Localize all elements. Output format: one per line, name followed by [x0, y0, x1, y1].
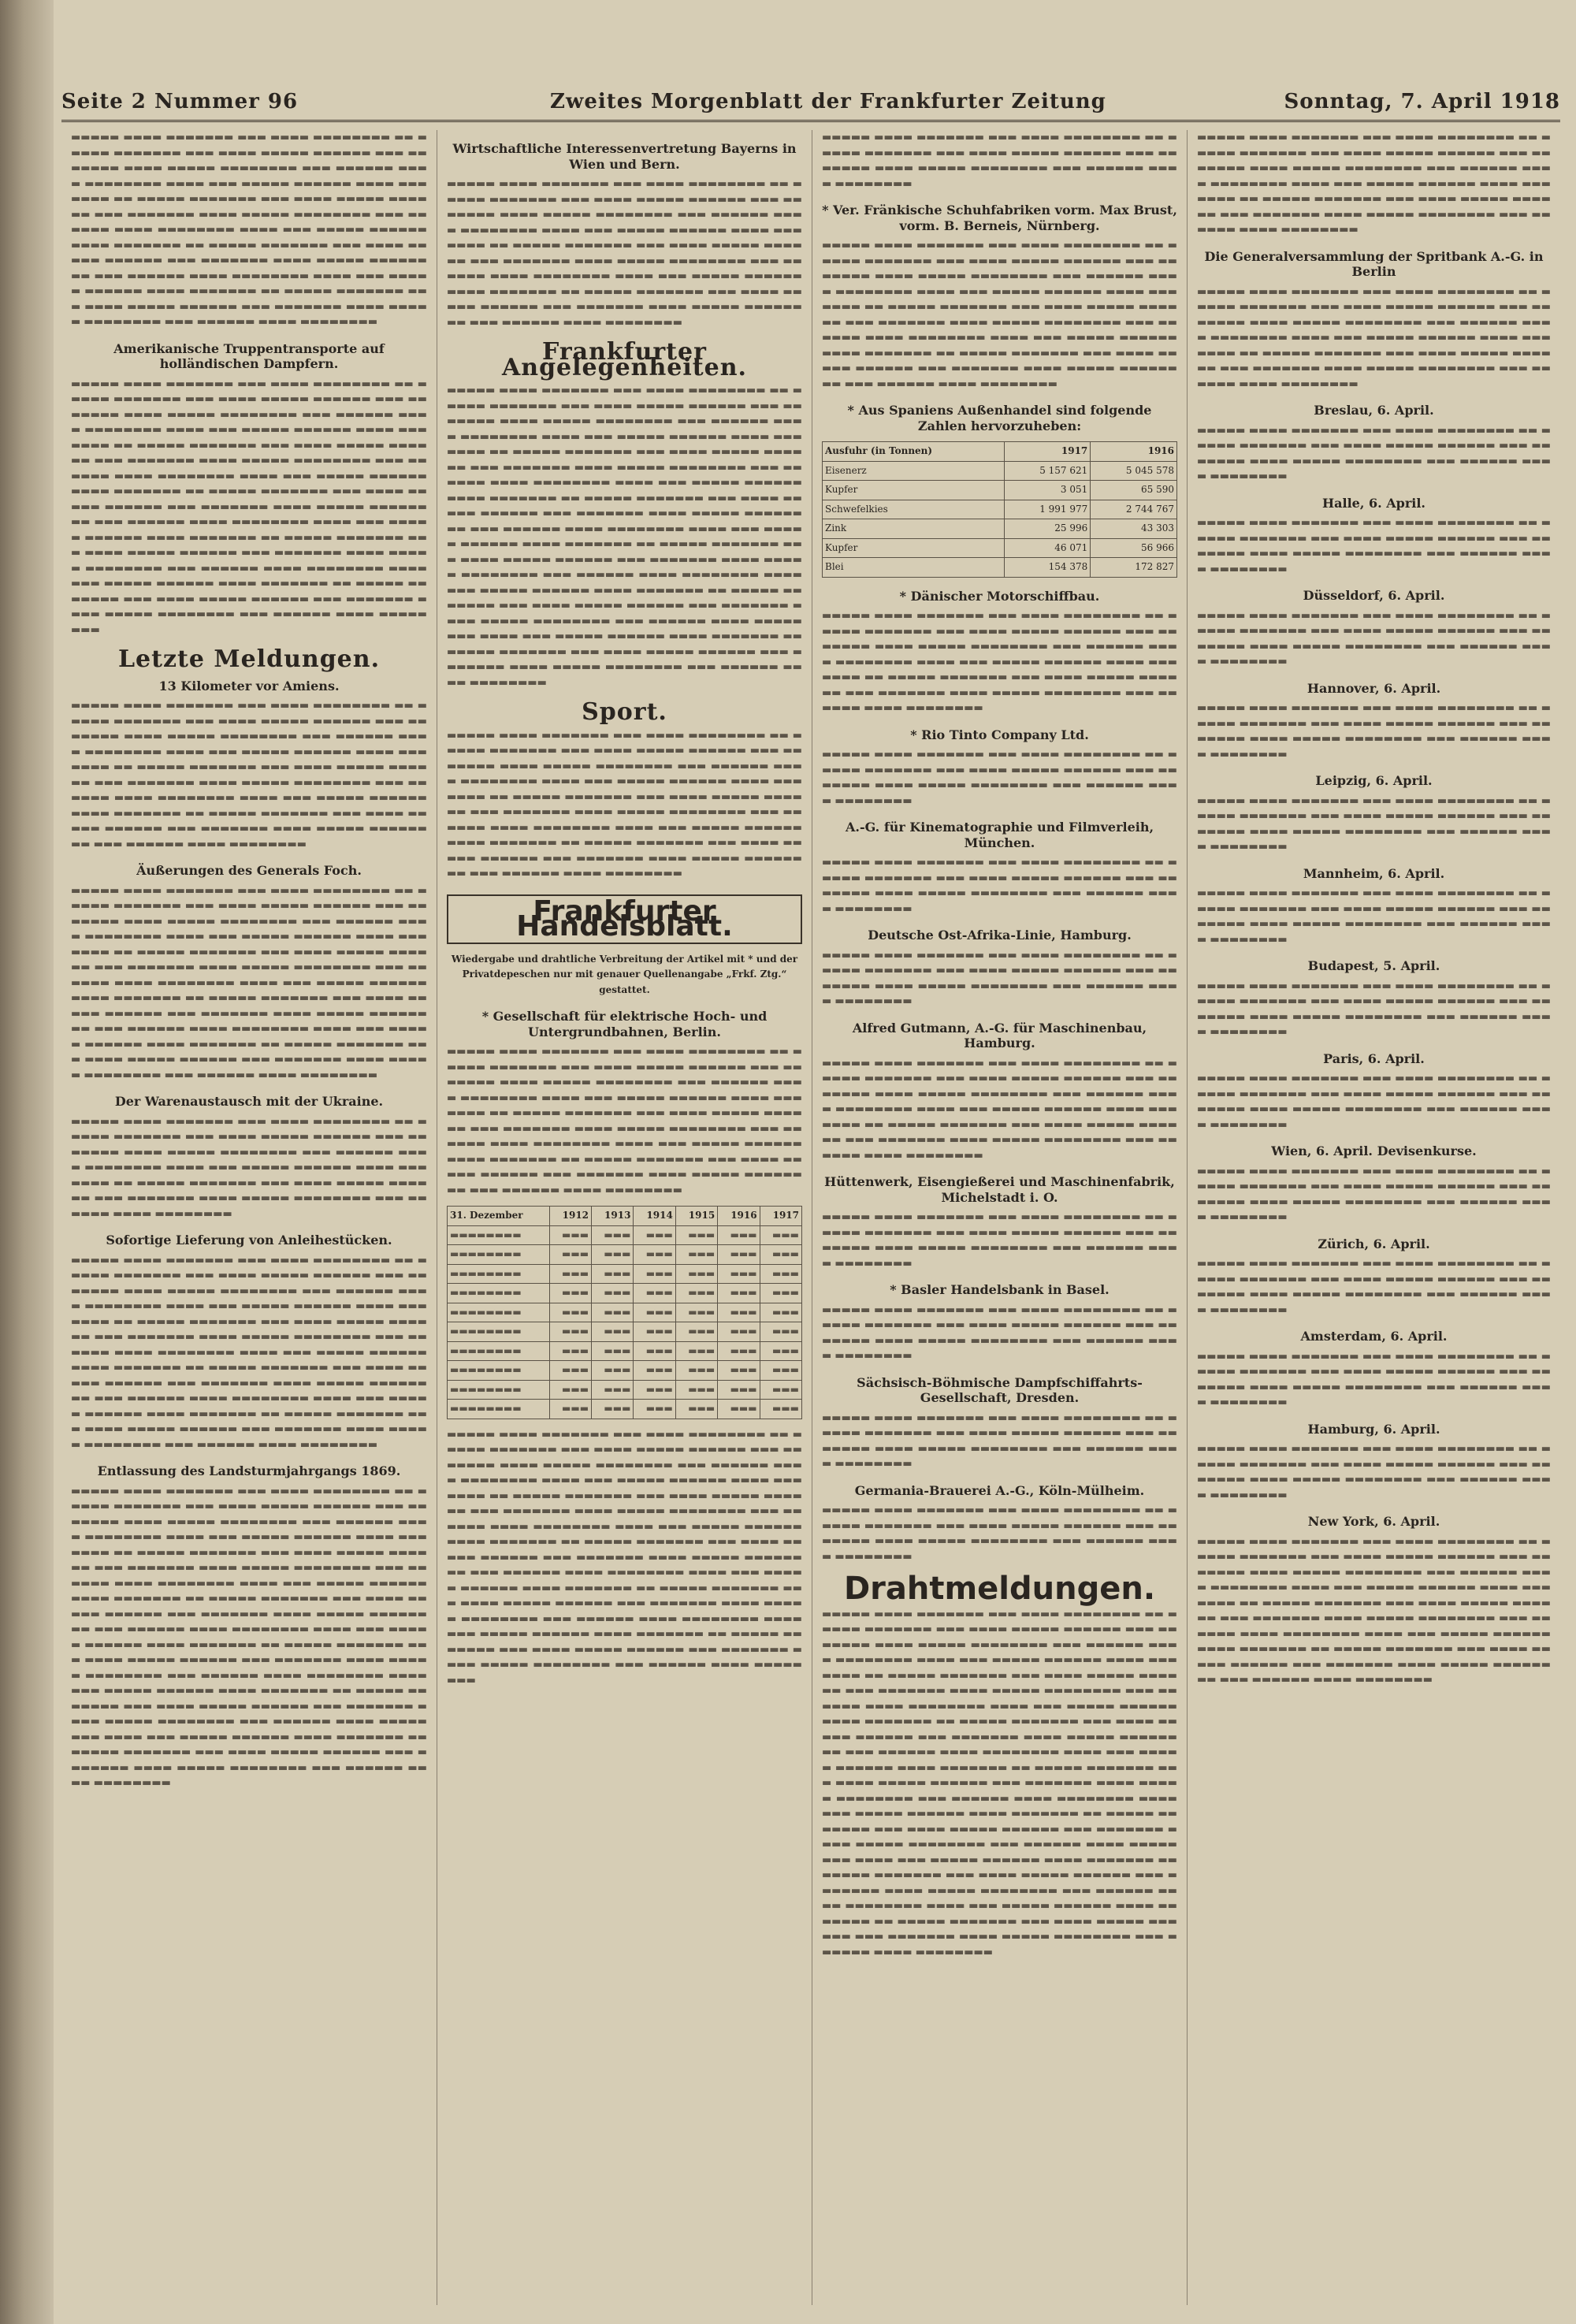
table-header-cell: Ausfuhr (in Tonnen): [823, 442, 1005, 462]
text-block: ▬▬▬▬▬ ▬▬▬▬ ▬▬▬▬▬▬▬ ▬▬▬ ▬▬▬▬ ▬▬▬▬▬▬▬▬ ▬▬ ▬▬▬▬▬ ▬▬▬▬▬▬▬ ▬▬▬ ▬▬▬▬ ▬▬▬▬▬ ▬▬▬▬▬▬ ▬▬▬ ▬▬▬▬▬▬▬ ▬▬▬▬ ▬▬▬▬▬ ▬▬▬▬▬▬▬▬ ▬▬▬ ▬▬▬▬▬▬ ▬▬▬▬ ▬▬▬▬▬▬▬▬: [822, 857, 1177, 915]
text-block: ▬▬▬▬▬ ▬▬▬▬ ▬▬▬▬▬▬▬ ▬▬▬ ▬▬▬▬ ▬▬▬▬▬▬▬▬ ▬▬ ▬▬▬▬▬ ▬▬▬▬▬▬▬ ▬▬▬ ▬▬▬▬ ▬▬▬▬▬ ▬▬▬▬▬▬ ▬▬▬ ▬▬▬▬▬▬▬ ▬▬▬▬ ▬▬▬▬▬ ▬▬▬▬▬▬▬▬ ▬▬▬ ▬▬▬▬▬▬ ▬▬▬▬ ▬▬▬▬▬▬▬▬: [1197, 1258, 1551, 1316]
table-row: ▬▬▬▬▬▬▬▬ ▬▬▬ ▬▬▬ ▬▬▬ ▬▬▬ ▬▬▬ ▬▬▬: [448, 1400, 802, 1419]
text-block: ▬▬▬▬▬ ▬▬▬▬ ▬▬▬▬▬▬▬ ▬▬▬ ▬▬▬▬ ▬▬▬▬▬▬▬▬ ▬▬ ▬▬▬▬▬ ▬▬▬▬▬▬▬ ▬▬▬ ▬▬▬▬ ▬▬▬▬▬ ▬▬▬▬▬▬ ▬▬▬ ▬▬▬▬▬▬▬ ▬▬▬▬ ▬▬▬▬▬ ▬▬▬▬▬▬▬▬ ▬▬▬ ▬▬▬▬▬▬ ▬▬▬▬ ▬▬▬▬▬▬▬▬ ▬▬▬▬ ▬▬▬ ▬▬▬▬▬ ▬▬▬▬▬▬ ▬▬▬▬ ▬▬▬▬▬▬▬ ▬▬ ▬▬▬▬▬ ▬▬▬▬▬▬▬ ▬▬▬ ▬▬▬▬ ▬▬▬▬▬ ▬▬▬▬▬▬ ▬▬▬ ▬▬▬▬▬▬▬ ▬▬▬▬ ▬▬▬▬▬ ▬▬▬▬▬▬▬▬ ▬▬▬ ▬▬▬▬▬▬ ▬▬▬▬ ▬▬▬▬▬▬▬▬ ▬▬▬▬ ▬▬▬ ▬▬▬▬▬ ▬▬▬▬▬▬ ▬▬▬▬ ▬▬▬▬▬▬▬ ▬▬ ▬▬▬▬▬ ▬▬▬▬▬▬▬ ▬▬▬ ▬▬▬▬ ▬▬▬▬▬ ▬▬▬▬▬▬ ▬▬▬ ▬▬▬▬▬▬▬ ▬▬▬▬ ▬▬▬▬▬ ▬▬▬▬▬▬▬▬ ▬▬▬ ▬▬▬▬▬▬ ▬▬▬▬ ▬▬▬▬▬▬▬▬ ▬▬▬▬ ▬▬▬ ▬▬▬▬▬ ▬▬▬▬▬▬ ▬▬▬▬ ▬▬▬▬▬▬▬ ▬▬ ▬▬▬▬▬ ▬▬▬▬▬▬▬ ▬▬▬ ▬▬▬▬ ▬▬▬▬▬ ▬▬▬▬▬▬ ▬▬▬ ▬▬▬▬▬▬▬ ▬▬▬▬ ▬▬▬▬▬ ▬▬▬▬▬▬▬▬ ▬▬▬ ▬▬▬▬▬▬ ▬▬▬▬ ▬▬▬▬▬▬▬▬ ▬▬▬▬ ▬▬▬ ▬▬▬▬▬ ▬▬▬▬▬▬ ▬▬▬▬ ▬▬▬▬▬▬▬ ▬▬ ▬▬▬▬▬ ▬▬▬▬▬▬▬ ▬▬▬ ▬▬▬▬ ▬▬▬▬▬ ▬▬▬▬▬▬ ▬▬▬ ▬▬▬▬▬▬▬ ▬▬▬▬ ▬▬▬▬▬ ▬▬▬▬▬▬▬▬ ▬▬▬ ▬▬▬▬▬▬ ▬▬▬▬ ▬▬▬▬▬▬▬▬ ▬▬▬▬ ▬▬▬ ▬▬▬▬▬ ▬▬▬▬▬▬ ▬▬▬▬ ▬▬▬▬▬▬▬ ▬▬ ▬▬▬▬▬ ▬▬▬▬▬▬▬ ▬▬▬ ▬▬▬▬ ▬▬▬▬▬ ▬▬▬▬▬▬ ▬▬▬ ▬▬▬▬▬▬▬ ▬▬▬▬ ▬▬▬▬▬ ▬▬▬▬▬▬▬▬ ▬▬▬ ▬▬▬▬▬▬ ▬▬▬▬ ▬▬▬▬▬▬▬▬: [71, 1485, 427, 1789]
headline: Halle, 6. April.: [1322, 495, 1425, 511]
table-row: [823, 500, 1177, 519]
table-cell: 5 045 578: [1091, 461, 1177, 481]
table-cell: 1 991 977: [1004, 500, 1091, 519]
headline: Hamburg, 6. April.: [1307, 1421, 1440, 1437]
table-cell: Kupfer: [823, 538, 1005, 558]
text-block: ▬▬▬▬▬ ▬▬▬▬ ▬▬▬▬▬▬▬ ▬▬▬ ▬▬▬▬ ▬▬▬▬▬▬▬▬ ▬▬ ▬▬▬▬▬ ▬▬▬▬▬▬▬ ▬▬▬ ▬▬▬▬ ▬▬▬▬▬ ▬▬▬▬▬▬ ▬▬▬ ▬▬▬▬▬▬▬ ▬▬▬▬ ▬▬▬▬▬ ▬▬▬▬▬▬▬▬ ▬▬▬ ▬▬▬▬▬▬ ▬▬▬▬ ▬▬▬▬▬▬▬▬ ▬▬▬▬ ▬▬▬ ▬▬▬▬▬ ▬▬▬▬▬▬ ▬▬▬▬ ▬▬▬▬▬▬▬ ▬▬ ▬▬▬▬▬ ▬▬▬▬▬▬▬ ▬▬▬ ▬▬▬▬ ▬▬▬▬▬ ▬▬▬▬▬▬ ▬▬▬ ▬▬▬▬▬▬▬ ▬▬▬▬ ▬▬▬▬▬ ▬▬▬▬▬▬▬▬ ▬▬▬ ▬▬▬▬▬▬ ▬▬▬▬ ▬▬▬▬▬▬▬▬ ▬▬▬▬ ▬▬▬ ▬▬▬▬▬ ▬▬▬▬▬▬ ▬▬▬▬ ▬▬▬▬▬▬▬ ▬▬ ▬▬▬▬▬ ▬▬▬▬▬▬▬ ▬▬▬ ▬▬▬▬ ▬▬▬▬▬ ▬▬▬▬▬▬ ▬▬▬ ▬▬▬▬▬▬▬ ▬▬▬▬ ▬▬▬▬▬ ▬▬▬▬▬▬▬▬ ▬▬▬ ▬▬▬▬▬▬ ▬▬▬▬ ▬▬▬▬▬▬▬▬: [447, 729, 802, 879]
table-row: ▬▬▬▬▬▬▬▬ ▬▬▬ ▬▬▬ ▬▬▬ ▬▬▬ ▬▬▬ ▬▬▬: [448, 1225, 802, 1245]
table-header-cell: 1914: [634, 1207, 675, 1226]
table-cell: 172 827: [1091, 558, 1177, 578]
text-block: ▬▬▬▬▬ ▬▬▬▬ ▬▬▬▬▬▬▬ ▬▬▬ ▬▬▬▬ ▬▬▬▬▬▬▬▬ ▬▬ ▬▬▬▬▬ ▬▬▬▬▬▬▬ ▬▬▬ ▬▬▬▬ ▬▬▬▬▬ ▬▬▬▬▬▬ ▬▬▬ ▬▬▬▬▬▬▬ ▬▬▬▬ ▬▬▬▬▬ ▬▬▬▬▬▬▬▬ ▬▬▬ ▬▬▬▬▬▬ ▬▬▬▬ ▬▬▬▬▬▬▬▬: [1197, 794, 1551, 853]
reprint-notice: Wiedergabe und drahtliche Verbreitung der Artikel mit * und der Privatdepeschen nur mit genauer Quellenangabe „Frkf. Ztg.“ gestattet.: [451, 953, 798, 995]
text-block: ▬▬▬▬▬ ▬▬▬▬ ▬▬▬▬▬▬▬ ▬▬▬ ▬▬▬▬ ▬▬▬▬▬▬▬▬ ▬▬ ▬▬▬▬▬ ▬▬▬▬▬▬▬ ▬▬▬ ▬▬▬▬ ▬▬▬▬▬ ▬▬▬▬▬▬ ▬▬▬ ▬▬▬▬▬▬▬ ▬▬▬▬ ▬▬▬▬▬ ▬▬▬▬▬▬▬▬ ▬▬▬ ▬▬▬▬▬▬ ▬▬▬▬ ▬▬▬▬▬▬▬▬ ▬▬▬▬ ▬▬▬ ▬▬▬▬▬ ▬▬▬▬▬▬ ▬▬▬▬ ▬▬▬▬▬▬▬ ▬▬ ▬▬▬▬▬ ▬▬▬▬▬▬▬ ▬▬▬ ▬▬▬▬ ▬▬▬▬▬ ▬▬▬▬▬▬ ▬▬▬ ▬▬▬▬▬▬▬ ▬▬▬▬ ▬▬▬▬▬ ▬▬▬▬▬▬▬▬ ▬▬▬ ▬▬▬▬▬▬ ▬▬▬▬ ▬▬▬▬▬▬▬▬: [1197, 285, 1551, 390]
text-block: ▬▬▬▬▬ ▬▬▬▬ ▬▬▬▬▬▬▬ ▬▬▬ ▬▬▬▬ ▬▬▬▬▬▬▬▬ ▬▬ ▬▬▬▬▬ ▬▬▬▬▬▬▬ ▬▬▬ ▬▬▬▬ ▬▬▬▬▬ ▬▬▬▬▬▬ ▬▬▬ ▬▬▬▬▬▬▬ ▬▬▬▬ ▬▬▬▬▬ ▬▬▬▬▬▬▬▬ ▬▬▬ ▬▬▬▬▬▬ ▬▬▬▬ ▬▬▬▬▬▬▬▬: [1197, 980, 1551, 1038]
headline: Budapest, 5. April.: [1307, 958, 1440, 973]
text-block: ▬▬▬▬▬ ▬▬▬▬ ▬▬▬▬▬▬▬ ▬▬▬ ▬▬▬▬ ▬▬▬▬▬▬▬▬ ▬▬ ▬▬▬▬▬ ▬▬▬▬▬▬▬ ▬▬▬ ▬▬▬▬ ▬▬▬▬▬ ▬▬▬▬▬▬ ▬▬▬ ▬▬▬▬▬▬▬ ▬▬▬▬ ▬▬▬▬▬ ▬▬▬▬▬▬▬▬ ▬▬▬ ▬▬▬▬▬▬ ▬▬▬▬ ▬▬▬▬▬▬▬▬ ▬▬▬▬ ▬▬▬ ▬▬▬▬▬ ▬▬▬▬▬▬ ▬▬▬▬ ▬▬▬▬▬▬▬ ▬▬ ▬▬▬▬▬ ▬▬▬▬▬▬▬ ▬▬▬ ▬▬▬▬ ▬▬▬▬▬ ▬▬▬▬▬▬ ▬▬▬ ▬▬▬▬▬▬▬ ▬▬▬▬ ▬▬▬▬▬ ▬▬▬▬▬▬▬▬ ▬▬▬ ▬▬▬▬▬▬ ▬▬▬▬ ▬▬▬▬▬▬▬▬: [822, 610, 1177, 714]
text-block: ▬▬▬▬▬ ▬▬▬▬ ▬▬▬▬▬▬▬ ▬▬▬ ▬▬▬▬ ▬▬▬▬▬▬▬▬ ▬▬ ▬▬▬▬▬ ▬▬▬▬▬▬▬ ▬▬▬ ▬▬▬▬ ▬▬▬▬▬ ▬▬▬▬▬▬ ▬▬▬ ▬▬▬▬▬▬▬ ▬▬▬▬ ▬▬▬▬▬ ▬▬▬▬▬▬▬▬ ▬▬▬ ▬▬▬▬▬▬ ▬▬▬▬ ▬▬▬▬▬▬▬▬: [1197, 517, 1551, 575]
text-block: ▬▬▬▬▬ ▬▬▬▬ ▬▬▬▬▬▬▬ ▬▬▬ ▬▬▬▬ ▬▬▬▬▬▬▬▬ ▬▬ ▬▬▬▬▬ ▬▬▬▬▬▬▬ ▬▬▬ ▬▬▬▬ ▬▬▬▬▬ ▬▬▬▬▬▬ ▬▬▬ ▬▬▬▬▬▬▬ ▬▬▬▬ ▬▬▬▬▬ ▬▬▬▬▬▬▬▬ ▬▬▬ ▬▬▬▬▬▬ ▬▬▬▬ ▬▬▬▬▬▬▬▬ ▬▬▬▬ ▬▬▬ ▬▬▬▬▬ ▬▬▬▬▬▬ ▬▬▬▬ ▬▬▬▬▬▬▬ ▬▬ ▬▬▬▬▬ ▬▬▬▬▬▬▬ ▬▬▬ ▬▬▬▬ ▬▬▬▬▬ ▬▬▬▬▬▬ ▬▬▬ ▬▬▬▬▬▬▬ ▬▬▬▬ ▬▬▬▬▬ ▬▬▬▬▬▬▬▬ ▬▬▬ ▬▬▬▬▬▬ ▬▬▬▬ ▬▬▬▬▬▬▬▬ ▬▬▬▬ ▬▬▬ ▬▬▬▬▬ ▬▬▬▬▬▬ ▬▬▬▬ ▬▬▬▬▬▬▬ ▬▬ ▬▬▬▬▬ ▬▬▬▬▬▬▬ ▬▬▬ ▬▬▬▬ ▬▬▬▬▬ ▬▬▬▬▬▬ ▬▬▬ ▬▬▬▬▬▬▬ ▬▬▬▬ ▬▬▬▬▬ ▬▬▬▬▬▬▬▬ ▬▬▬ ▬▬▬▬▬▬ ▬▬▬▬ ▬▬▬▬▬▬▬▬ ▬▬▬▬ ▬▬▬ ▬▬▬▬▬ ▬▬▬▬▬▬ ▬▬▬▬ ▬▬▬▬▬▬▬ ▬▬ ▬▬▬▬▬ ▬▬▬▬▬▬▬ ▬▬▬ ▬▬▬▬ ▬▬▬▬▬ ▬▬▬▬▬▬ ▬▬▬ ▬▬▬▬▬▬▬ ▬▬▬▬ ▬▬▬▬▬ ▬▬▬▬▬▬▬▬ ▬▬▬ ▬▬▬▬▬▬ ▬▬▬▬ ▬▬▬▬▬▬▬▬: [71, 132, 427, 328]
table-row: ▬▬▬▬▬▬▬▬ ▬▬▬ ▬▬▬ ▬▬▬ ▬▬▬ ▬▬▬ ▬▬▬: [448, 1361, 802, 1381]
text-block: ▬▬▬▬▬ ▬▬▬▬ ▬▬▬▬▬▬▬ ▬▬▬ ▬▬▬▬ ▬▬▬▬▬▬▬▬ ▬▬ ▬▬▬▬▬ ▬▬▬▬▬▬▬ ▬▬▬ ▬▬▬▬ ▬▬▬▬▬ ▬▬▬▬▬▬ ▬▬▬ ▬▬▬▬▬▬▬ ▬▬▬▬ ▬▬▬▬▬ ▬▬▬▬▬▬▬▬ ▬▬▬ ▬▬▬▬▬▬ ▬▬▬▬ ▬▬▬▬▬▬▬▬: [822, 949, 1177, 1007]
table-cell: 43 303: [1091, 519, 1177, 539]
table-row: [823, 461, 1177, 481]
table-cell: 5 157 621: [1004, 461, 1091, 481]
text-block: ▬▬▬▬▬ ▬▬▬▬ ▬▬▬▬▬▬▬ ▬▬▬ ▬▬▬▬ ▬▬▬▬▬▬▬▬ ▬▬ ▬▬▬▬▬ ▬▬▬▬▬▬▬ ▬▬▬ ▬▬▬▬ ▬▬▬▬▬ ▬▬▬▬▬▬ ▬▬▬ ▬▬▬▬▬▬▬ ▬▬▬▬ ▬▬▬▬▬ ▬▬▬▬▬▬▬▬ ▬▬▬ ▬▬▬▬▬▬ ▬▬▬▬ ▬▬▬▬▬▬▬▬: [822, 1211, 1177, 1270]
table-header-cell: 1916: [1091, 442, 1177, 462]
text-block: ▬▬▬▬▬ ▬▬▬▬ ▬▬▬▬▬▬▬ ▬▬▬ ▬▬▬▬ ▬▬▬▬▬▬▬▬ ▬▬ ▬▬▬▬▬ ▬▬▬▬▬▬▬ ▬▬▬ ▬▬▬▬ ▬▬▬▬▬ ▬▬▬▬▬▬ ▬▬▬ ▬▬▬▬▬▬▬ ▬▬▬▬ ▬▬▬▬▬ ▬▬▬▬▬▬▬▬ ▬▬▬ ▬▬▬▬▬▬ ▬▬▬▬ ▬▬▬▬▬▬▬▬: [822, 1411, 1177, 1470]
table-header-cell: 1912: [549, 1207, 591, 1226]
column-2: [437, 130, 812, 2305]
newspaper-page: [54, 0, 1576, 2324]
headline: Sofortige Lieferung von Anleihestücken.: [106, 1233, 392, 1248]
headline: Äußerungen des Generals Foch.: [136, 863, 362, 878]
text-block: ▬▬▬▬▬ ▬▬▬▬ ▬▬▬▬▬▬▬ ▬▬▬ ▬▬▬▬ ▬▬▬▬▬▬▬▬ ▬▬ ▬▬▬▬▬ ▬▬▬▬▬▬▬ ▬▬▬ ▬▬▬▬ ▬▬▬▬▬ ▬▬▬▬▬▬ ▬▬▬ ▬▬▬▬▬▬▬ ▬▬▬▬ ▬▬▬▬▬ ▬▬▬▬▬▬▬▬ ▬▬▬ ▬▬▬▬▬▬ ▬▬▬▬ ▬▬▬▬▬▬▬▬: [822, 1303, 1177, 1362]
text-block: ▬▬▬▬▬ ▬▬▬▬ ▬▬▬▬▬▬▬ ▬▬▬ ▬▬▬▬ ▬▬▬▬▬▬▬▬ ▬▬ ▬▬▬▬▬ ▬▬▬▬▬▬▬ ▬▬▬ ▬▬▬▬ ▬▬▬▬▬ ▬▬▬▬▬▬ ▬▬▬ ▬▬▬▬▬▬▬ ▬▬▬▬ ▬▬▬▬▬ ▬▬▬▬▬▬▬▬ ▬▬▬ ▬▬▬▬▬▬ ▬▬▬▬ ▬▬▬▬▬▬▬▬ ▬▬▬▬ ▬▬▬ ▬▬▬▬▬ ▬▬▬▬▬▬ ▬▬▬▬ ▬▬▬▬▬▬▬ ▬▬ ▬▬▬▬▬ ▬▬▬▬▬▬▬ ▬▬▬ ▬▬▬▬ ▬▬▬▬▬ ▬▬▬▬▬▬ ▬▬▬ ▬▬▬▬▬▬▬ ▬▬▬▬ ▬▬▬▬▬ ▬▬▬▬▬▬▬▬ ▬▬▬ ▬▬▬▬▬▬ ▬▬▬▬ ▬▬▬▬▬▬▬▬ ▬▬▬▬ ▬▬▬ ▬▬▬▬▬ ▬▬▬▬▬▬ ▬▬▬▬ ▬▬▬▬▬▬▬ ▬▬ ▬▬▬▬▬ ▬▬▬▬▬▬▬ ▬▬▬ ▬▬▬▬ ▬▬▬▬▬ ▬▬▬▬▬▬ ▬▬▬ ▬▬▬▬▬▬▬ ▬▬▬▬ ▬▬▬▬▬ ▬▬▬▬▬▬▬▬ ▬▬▬ ▬▬▬▬▬▬ ▬▬▬▬ ▬▬▬▬▬▬▬▬: [822, 240, 1177, 390]
table-row: ▬▬▬▬▬▬▬▬ ▬▬▬ ▬▬▬ ▬▬▬ ▬▬▬ ▬▬▬ ▬▬▬: [448, 1303, 802, 1322]
headline: Wien, 6. April. Devisenkurse.: [1271, 1143, 1477, 1158]
headline: * Ver. Fränkische Schuhfabriken vorm. Max Brust, vorm. B. Berneis, Nürnberg.: [822, 203, 1177, 233]
headline: Die Generalversammlung der Spritbank A.-G. in Berlin: [1204, 248, 1544, 279]
headline: * Gesellschaft für elektrische Hoch- und Untergrundbahnen, Berlin.: [481, 1009, 768, 1039]
headline: Deutsche Ost-Afrika-Linie, Hamburg.: [868, 928, 1132, 943]
text-block: ▬▬▬▬▬ ▬▬▬▬ ▬▬▬▬▬▬▬ ▬▬▬ ▬▬▬▬ ▬▬▬▬▬▬▬▬ ▬▬ ▬▬▬▬▬ ▬▬▬▬▬▬▬ ▬▬▬ ▬▬▬▬ ▬▬▬▬▬ ▬▬▬▬▬▬ ▬▬▬ ▬▬▬▬▬▬▬ ▬▬▬▬ ▬▬▬▬▬ ▬▬▬▬▬▬▬▬ ▬▬▬ ▬▬▬▬▬▬ ▬▬▬▬ ▬▬▬▬▬▬▬▬: [1197, 702, 1551, 760]
column-4: [1187, 130, 1560, 2305]
export-table: [822, 441, 1177, 578]
section-heading: Frankfurter Angelegenheiten.: [501, 338, 747, 381]
section-heading: Letzte Meldungen.: [117, 645, 381, 673]
newspaper-title: Zweites Morgenblatt der Frankfurter Zeitung: [550, 90, 1106, 113]
table-header-cell: 1913: [592, 1207, 634, 1226]
table-cell: 46 071: [1004, 538, 1091, 558]
table-row: [823, 481, 1177, 500]
text-block: ▬▬▬▬▬ ▬▬▬▬ ▬▬▬▬▬▬▬ ▬▬▬ ▬▬▬▬ ▬▬▬▬▬▬▬▬ ▬▬ ▬▬▬▬▬ ▬▬▬▬▬▬▬ ▬▬▬ ▬▬▬▬ ▬▬▬▬▬ ▬▬▬▬▬▬ ▬▬▬ ▬▬▬▬▬▬▬ ▬▬▬▬ ▬▬▬▬▬ ▬▬▬▬▬▬▬▬ ▬▬▬ ▬▬▬▬▬▬ ▬▬▬▬ ▬▬▬▬▬▬▬▬ ▬▬▬▬ ▬▬▬ ▬▬▬▬▬ ▬▬▬▬▬▬ ▬▬▬▬ ▬▬▬▬▬▬▬ ▬▬ ▬▬▬▬▬ ▬▬▬▬▬▬▬ ▬▬▬ ▬▬▬▬ ▬▬▬▬▬ ▬▬▬▬▬▬ ▬▬▬ ▬▬▬▬▬▬▬ ▬▬▬▬ ▬▬▬▬▬ ▬▬▬▬▬▬▬▬ ▬▬▬ ▬▬▬▬▬▬ ▬▬▬▬ ▬▬▬▬▬▬▬▬: [822, 1057, 1177, 1162]
text-block: ▬▬▬▬▬ ▬▬▬▬ ▬▬▬▬▬▬▬ ▬▬▬ ▬▬▬▬ ▬▬▬▬▬▬▬▬ ▬▬ ▬▬▬▬▬ ▬▬▬▬▬▬▬ ▬▬▬ ▬▬▬▬ ▬▬▬▬▬ ▬▬▬▬▬▬ ▬▬▬ ▬▬▬▬▬▬▬ ▬▬▬▬ ▬▬▬▬▬ ▬▬▬▬▬▬▬▬ ▬▬▬ ▬▬▬▬▬▬ ▬▬▬▬ ▬▬▬▬▬▬▬▬ ▬▬▬▬ ▬▬▬ ▬▬▬▬▬ ▬▬▬▬▬▬ ▬▬▬▬ ▬▬▬▬▬▬▬ ▬▬ ▬▬▬▬▬ ▬▬▬▬▬▬▬ ▬▬▬ ▬▬▬▬ ▬▬▬▬▬ ▬▬▬▬▬▬ ▬▬▬ ▬▬▬▬▬▬▬ ▬▬▬▬ ▬▬▬▬▬ ▬▬▬▬▬▬▬▬ ▬▬▬ ▬▬▬▬▬▬ ▬▬▬▬ ▬▬▬▬▬▬▬▬ ▬▬▬▬ ▬▬▬ ▬▬▬▬▬ ▬▬▬▬▬▬ ▬▬▬▬ ▬▬▬▬▬▬▬ ▬▬ ▬▬▬▬▬ ▬▬▬▬▬▬▬ ▬▬▬ ▬▬▬▬ ▬▬▬▬▬ ▬▬▬▬▬▬ ▬▬▬ ▬▬▬▬▬▬▬ ▬▬▬▬ ▬▬▬▬▬ ▬▬▬▬▬▬▬▬ ▬▬▬ ▬▬▬▬▬▬ ▬▬▬▬ ▬▬▬▬▬▬▬▬: [447, 178, 802, 329]
table-header-cell: 31. Dezember: [448, 1207, 550, 1226]
section-banner: Frankfurter Handelsblatt.: [447, 894, 802, 944]
issue-date: Sonntag, 7. April 1918: [1284, 90, 1560, 113]
table-row: ▬▬▬▬▬▬▬▬ ▬▬▬ ▬▬▬ ▬▬▬ ▬▬▬ ▬▬▬ ▬▬▬: [448, 1380, 802, 1400]
text-block: ▬▬▬▬▬ ▬▬▬▬ ▬▬▬▬▬▬▬ ▬▬▬ ▬▬▬▬ ▬▬▬▬▬▬▬▬ ▬▬ ▬▬▬▬▬ ▬▬▬▬▬▬▬ ▬▬▬ ▬▬▬▬ ▬▬▬▬▬ ▬▬▬▬▬▬ ▬▬▬ ▬▬▬▬▬▬▬ ▬▬▬▬ ▬▬▬▬▬ ▬▬▬▬▬▬▬▬ ▬▬▬ ▬▬▬▬▬▬ ▬▬▬▬ ▬▬▬▬▬▬▬▬ ▬▬▬▬ ▬▬▬ ▬▬▬▬▬ ▬▬▬▬▬▬ ▬▬▬▬ ▬▬▬▬▬▬▬ ▬▬ ▬▬▬▬▬ ▬▬▬▬▬▬▬ ▬▬▬ ▬▬▬▬ ▬▬▬▬▬ ▬▬▬▬▬▬ ▬▬▬ ▬▬▬▬▬▬▬ ▬▬▬▬ ▬▬▬▬▬ ▬▬▬▬▬▬▬▬ ▬▬▬ ▬▬▬▬▬▬ ▬▬▬▬ ▬▬▬▬▬▬▬▬ ▬▬▬▬ ▬▬▬ ▬▬▬▬▬ ▬▬▬▬▬▬ ▬▬▬▬ ▬▬▬▬▬▬▬ ▬▬ ▬▬▬▬▬ ▬▬▬▬▬▬▬ ▬▬▬ ▬▬▬▬ ▬▬▬▬▬ ▬▬▬▬▬▬ ▬▬▬ ▬▬▬▬▬▬▬ ▬▬▬▬ ▬▬▬▬▬ ▬▬▬▬▬▬▬▬ ▬▬▬ ▬▬▬▬▬▬ ▬▬▬▬ ▬▬▬▬▬▬▬▬ ▬▬▬▬ ▬▬▬ ▬▬▬▬▬ ▬▬▬▬▬▬ ▬▬▬▬ ▬▬▬▬▬▬▬ ▬▬ ▬▬▬▬▬ ▬▬▬▬▬▬▬ ▬▬▬ ▬▬▬▬ ▬▬▬▬▬ ▬▬▬▬▬▬ ▬▬▬ ▬▬▬▬▬▬▬ ▬▬▬▬ ▬▬▬▬▬ ▬▬▬▬▬▬▬▬ ▬▬▬ ▬▬▬▬▬▬ ▬▬▬▬ ▬▬▬▬▬▬▬▬ ▬▬▬▬ ▬▬▬ ▬▬▬▬▬ ▬▬▬▬▬▬ ▬▬▬▬ ▬▬▬▬▬▬▬ ▬▬ ▬▬▬▬▬ ▬▬▬▬▬▬▬ ▬▬▬ ▬▬▬▬ ▬▬▬▬▬ ▬▬▬▬▬▬ ▬▬▬ ▬▬▬▬▬▬▬ ▬▬▬▬ ▬▬▬▬▬ ▬▬▬▬▬▬▬▬ ▬▬▬ ▬▬▬▬▬▬ ▬▬▬▬ ▬▬▬▬▬▬▬▬ ▬▬▬▬ ▬▬▬ ▬▬▬▬▬ ▬▬▬▬▬▬ ▬▬▬▬ ▬▬▬▬▬▬▬ ▬▬ ▬▬▬▬▬ ▬▬▬▬▬▬▬ ▬▬▬ ▬▬▬▬ ▬▬▬▬▬ ▬▬▬▬▬▬ ▬▬▬ ▬▬▬▬▬▬▬ ▬▬▬▬ ▬▬▬▬▬ ▬▬▬▬▬▬▬▬ ▬▬▬ ▬▬▬▬▬▬ ▬▬▬▬ ▬▬▬▬▬▬▬▬ ▬▬▬▬ ▬▬▬ ▬▬▬▬▬ ▬▬▬▬▬▬ ▬▬▬▬ ▬▬▬▬▬▬▬ ▬▬ ▬▬▬▬▬ ▬▬▬▬▬▬▬ ▬▬▬ ▬▬▬▬ ▬▬▬▬▬ ▬▬▬▬▬▬ ▬▬▬ ▬▬▬▬▬▬▬ ▬▬▬▬ ▬▬▬▬▬ ▬▬▬▬▬▬▬▬ ▬▬▬ ▬▬▬▬▬▬ ▬▬▬▬ ▬▬▬▬▬▬▬▬: [822, 1608, 1177, 1958]
headline: Mannheim, 6. April.: [1303, 865, 1445, 881]
text-block: ▬▬▬▬▬ ▬▬▬▬ ▬▬▬▬▬▬▬ ▬▬▬ ▬▬▬▬ ▬▬▬▬▬▬▬▬ ▬▬ ▬▬▬▬▬ ▬▬▬▬▬▬▬ ▬▬▬ ▬▬▬▬ ▬▬▬▬▬ ▬▬▬▬▬▬ ▬▬▬ ▬▬▬▬▬▬▬ ▬▬▬▬ ▬▬▬▬▬ ▬▬▬▬▬▬▬▬ ▬▬▬ ▬▬▬▬▬▬ ▬▬▬▬ ▬▬▬▬▬▬▬▬ ▬▬▬▬ ▬▬▬ ▬▬▬▬▬ ▬▬▬▬▬▬ ▬▬▬▬ ▬▬▬▬▬▬▬ ▬▬ ▬▬▬▬▬ ▬▬▬▬▬▬▬ ▬▬▬ ▬▬▬▬ ▬▬▬▬▬ ▬▬▬▬▬▬ ▬▬▬ ▬▬▬▬▬▬▬ ▬▬▬▬ ▬▬▬▬▬ ▬▬▬▬▬▬▬▬ ▬▬▬ ▬▬▬▬▬▬ ▬▬▬▬ ▬▬▬▬▬▬▬▬ ▬▬▬▬ ▬▬▬ ▬▬▬▬▬ ▬▬▬▬▬▬ ▬▬▬▬ ▬▬▬▬▬▬▬ ▬▬ ▬▬▬▬▬ ▬▬▬▬▬▬▬ ▬▬▬ ▬▬▬▬ ▬▬▬▬▬ ▬▬▬▬▬▬ ▬▬▬ ▬▬▬▬▬▬▬ ▬▬▬▬ ▬▬▬▬▬ ▬▬▬▬▬▬▬▬ ▬▬▬ ▬▬▬▬▬▬ ▬▬▬▬ ▬▬▬▬▬▬▬▬ ▬▬▬▬ ▬▬▬ ▬▬▬▬▬ ▬▬▬▬▬▬ ▬▬▬▬ ▬▬▬▬▬▬▬ ▬▬ ▬▬▬▬▬ ▬▬▬▬▬▬▬ ▬▬▬ ▬▬▬▬ ▬▬▬▬▬ ▬▬▬▬▬▬ ▬▬▬ ▬▬▬▬▬▬▬ ▬▬▬▬ ▬▬▬▬▬ ▬▬▬▬▬▬▬▬ ▬▬▬ ▬▬▬▬▬▬ ▬▬▬▬ ▬▬▬▬▬▬▬▬ ▬▬▬▬ ▬▬▬ ▬▬▬▬▬ ▬▬▬▬▬▬ ▬▬▬▬ ▬▬▬▬▬▬▬ ▬▬ ▬▬▬▬▬ ▬▬▬▬▬▬▬ ▬▬▬ ▬▬▬▬ ▬▬▬▬▬ ▬▬▬▬▬▬ ▬▬▬ ▬▬▬▬▬▬▬ ▬▬▬▬ ▬▬▬▬▬ ▬▬▬▬▬▬▬▬ ▬▬▬ ▬▬▬▬▬▬ ▬▬▬▬ ▬▬▬▬▬▬▬▬: [447, 1428, 802, 1686]
table-cell: 154 378: [1004, 558, 1091, 578]
text-block: ▬▬▬▬▬ ▬▬▬▬ ▬▬▬▬▬▬▬ ▬▬▬ ▬▬▬▬ ▬▬▬▬▬▬▬▬ ▬▬ ▬▬▬▬▬ ▬▬▬▬▬▬▬ ▬▬▬ ▬▬▬▬ ▬▬▬▬▬ ▬▬▬▬▬▬ ▬▬▬ ▬▬▬▬▬▬▬ ▬▬▬▬ ▬▬▬▬▬ ▬▬▬▬▬▬▬▬ ▬▬▬ ▬▬▬▬▬▬ ▬▬▬▬ ▬▬▬▬▬▬▬▬ ▬▬▬▬ ▬▬▬ ▬▬▬▬▬ ▬▬▬▬▬▬ ▬▬▬▬ ▬▬▬▬▬▬▬ ▬▬ ▬▬▬▬▬ ▬▬▬▬▬▬▬ ▬▬▬ ▬▬▬▬ ▬▬▬▬▬ ▬▬▬▬▬▬ ▬▬▬ ▬▬▬▬▬▬▬ ▬▬▬▬ ▬▬▬▬▬ ▬▬▬▬▬▬▬▬ ▬▬▬ ▬▬▬▬▬▬ ▬▬▬▬ ▬▬▬▬▬▬▬▬ ▬▬▬▬ ▬▬▬ ▬▬▬▬▬ ▬▬▬▬▬▬ ▬▬▬▬ ▬▬▬▬▬▬▬ ▬▬ ▬▬▬▬▬ ▬▬▬▬▬▬▬ ▬▬▬ ▬▬▬▬ ▬▬▬▬▬ ▬▬▬▬▬▬ ▬▬▬ ▬▬▬▬▬▬▬ ▬▬▬▬ ▬▬▬▬▬ ▬▬▬▬▬▬▬▬ ▬▬▬ ▬▬▬▬▬▬ ▬▬▬▬ ▬▬▬▬▬▬▬▬: [1197, 1535, 1551, 1686]
text-block: ▬▬▬▬▬ ▬▬▬▬ ▬▬▬▬▬▬▬ ▬▬▬ ▬▬▬▬ ▬▬▬▬▬▬▬▬ ▬▬ ▬▬▬▬▬ ▬▬▬▬▬▬▬ ▬▬▬ ▬▬▬▬ ▬▬▬▬▬ ▬▬▬▬▬▬ ▬▬▬ ▬▬▬▬▬▬▬ ▬▬▬▬ ▬▬▬▬▬ ▬▬▬▬▬▬▬▬ ▬▬▬ ▬▬▬▬▬▬ ▬▬▬▬ ▬▬▬▬▬▬▬▬ ▬▬▬▬ ▬▬▬ ▬▬▬▬▬ ▬▬▬▬▬▬ ▬▬▬▬ ▬▬▬▬▬▬▬ ▬▬ ▬▬▬▬▬ ▬▬▬▬▬▬▬ ▬▬▬ ▬▬▬▬ ▬▬▬▬▬ ▬▬▬▬▬▬ ▬▬▬ ▬▬▬▬▬▬▬ ▬▬▬▬ ▬▬▬▬▬ ▬▬▬▬▬▬▬▬ ▬▬▬ ▬▬▬▬▬▬ ▬▬▬▬ ▬▬▬▬▬▬▬▬ ▬▬▬▬ ▬▬▬ ▬▬▬▬▬ ▬▬▬▬▬▬ ▬▬▬▬ ▬▬▬▬▬▬▬ ▬▬ ▬▬▬▬▬ ▬▬▬▬▬▬▬ ▬▬▬ ▬▬▬▬ ▬▬▬▬▬ ▬▬▬▬▬▬ ▬▬▬ ▬▬▬▬▬▬▬ ▬▬▬▬ ▬▬▬▬▬ ▬▬▬▬▬▬▬▬ ▬▬▬ ▬▬▬▬▬▬ ▬▬▬▬ ▬▬▬▬▬▬▬▬ ▬▬▬▬ ▬▬▬ ▬▬▬▬▬ ▬▬▬▬▬▬ ▬▬▬▬ ▬▬▬▬▬▬▬ ▬▬ ▬▬▬▬▬ ▬▬▬▬▬▬▬ ▬▬▬ ▬▬▬▬ ▬▬▬▬▬ ▬▬▬▬▬▬ ▬▬▬ ▬▬▬▬▬▬▬ ▬▬▬▬ ▬▬▬▬▬ ▬▬▬▬▬▬▬▬ ▬▬▬ ▬▬▬▬▬▬ ▬▬▬▬ ▬▬▬▬▬▬▬▬ ▬▬▬▬ ▬▬▬ ▬▬▬▬▬ ▬▬▬▬▬▬ ▬▬▬▬ ▬▬▬▬▬▬▬ ▬▬ ▬▬▬▬▬ ▬▬▬▬▬▬▬ ▬▬▬ ▬▬▬▬ ▬▬▬▬▬ ▬▬▬▬▬▬ ▬▬▬ ▬▬▬▬▬▬▬ ▬▬▬▬ ▬▬▬▬▬ ▬▬▬▬▬▬▬▬ ▬▬▬ ▬▬▬▬▬▬ ▬▬▬▬ ▬▬▬▬▬▬▬▬ ▬▬▬▬ ▬▬▬ ▬▬▬▬▬ ▬▬▬▬▬▬ ▬▬▬▬ ▬▬▬▬▬▬▬ ▬▬ ▬▬▬▬▬ ▬▬▬▬▬▬▬ ▬▬▬ ▬▬▬▬ ▬▬▬▬▬ ▬▬▬▬▬▬ ▬▬▬ ▬▬▬▬▬▬▬ ▬▬▬▬ ▬▬▬▬▬ ▬▬▬▬▬▬▬▬ ▬▬▬ ▬▬▬▬▬▬ ▬▬▬▬ ▬▬▬▬▬▬▬▬: [447, 385, 802, 689]
text-block: ▬▬▬▬▬ ▬▬▬▬ ▬▬▬▬▬▬▬ ▬▬▬ ▬▬▬▬ ▬▬▬▬▬▬▬▬ ▬▬ ▬▬▬▬▬ ▬▬▬▬▬▬▬ ▬▬▬ ▬▬▬▬ ▬▬▬▬▬ ▬▬▬▬▬▬ ▬▬▬ ▬▬▬▬▬▬▬ ▬▬▬▬ ▬▬▬▬▬ ▬▬▬▬▬▬▬▬ ▬▬▬ ▬▬▬▬▬▬ ▬▬▬▬ ▬▬▬▬▬▬▬▬: [1197, 1350, 1551, 1408]
table-cell: Kupfer: [823, 481, 1005, 500]
text-block: ▬▬▬▬▬ ▬▬▬▬ ▬▬▬▬▬▬▬ ▬▬▬ ▬▬▬▬ ▬▬▬▬▬▬▬▬ ▬▬ ▬▬▬▬▬ ▬▬▬▬▬▬▬ ▬▬▬ ▬▬▬▬ ▬▬▬▬▬ ▬▬▬▬▬▬ ▬▬▬ ▬▬▬▬▬▬▬ ▬▬▬▬ ▬▬▬▬▬ ▬▬▬▬▬▬▬▬ ▬▬▬ ▬▬▬▬▬▬ ▬▬▬▬ ▬▬▬▬▬▬▬▬ ▬▬▬▬ ▬▬▬ ▬▬▬▬▬ ▬▬▬▬▬▬ ▬▬▬▬ ▬▬▬▬▬▬▬ ▬▬ ▬▬▬▬▬ ▬▬▬▬▬▬▬ ▬▬▬ ▬▬▬▬ ▬▬▬▬▬ ▬▬▬▬▬▬ ▬▬▬ ▬▬▬▬▬▬▬ ▬▬▬▬ ▬▬▬▬▬ ▬▬▬▬▬▬▬▬ ▬▬▬ ▬▬▬▬▬▬ ▬▬▬▬ ▬▬▬▬▬▬▬▬ ▬▬▬▬ ▬▬▬ ▬▬▬▬▬ ▬▬▬▬▬▬ ▬▬▬▬ ▬▬▬▬▬▬▬ ▬▬ ▬▬▬▬▬ ▬▬▬▬▬▬▬ ▬▬▬ ▬▬▬▬ ▬▬▬▬▬ ▬▬▬▬▬▬ ▬▬▬ ▬▬▬▬▬▬▬ ▬▬▬▬ ▬▬▬▬▬ ▬▬▬▬▬▬▬▬ ▬▬▬ ▬▬▬▬▬▬ ▬▬▬▬ ▬▬▬▬▬▬▬▬ ▬▬▬▬ ▬▬▬ ▬▬▬▬▬ ▬▬▬▬▬▬ ▬▬▬▬ ▬▬▬▬▬▬▬ ▬▬ ▬▬▬▬▬ ▬▬▬▬▬▬▬ ▬▬▬ ▬▬▬▬ ▬▬▬▬▬ ▬▬▬▬▬▬ ▬▬▬ ▬▬▬▬▬▬▬ ▬▬▬▬ ▬▬▬▬▬ ▬▬▬▬▬▬▬▬ ▬▬▬ ▬▬▬▬▬▬ ▬▬▬▬ ▬▬▬▬▬▬▬▬ ▬▬▬▬ ▬▬▬ ▬▬▬▬▬ ▬▬▬▬▬▬ ▬▬▬▬ ▬▬▬▬▬▬▬ ▬▬ ▬▬▬▬▬ ▬▬▬▬▬▬▬ ▬▬▬ ▬▬▬▬ ▬▬▬▬▬ ▬▬▬▬▬▬ ▬▬▬ ▬▬▬▬▬▬▬ ▬▬▬▬ ▬▬▬▬▬ ▬▬▬▬▬▬▬▬ ▬▬▬ ▬▬▬▬▬▬ ▬▬▬▬ ▬▬▬▬▬▬▬▬: [71, 377, 427, 636]
article-columns: [61, 130, 1560, 2305]
text-block: ▬▬▬▬▬ ▬▬▬▬ ▬▬▬▬▬▬▬ ▬▬▬ ▬▬▬▬ ▬▬▬▬▬▬▬▬ ▬▬ ▬▬▬▬▬ ▬▬▬▬▬▬▬ ▬▬▬ ▬▬▬▬ ▬▬▬▬▬ ▬▬▬▬▬▬ ▬▬▬ ▬▬▬▬▬▬▬ ▬▬▬▬ ▬▬▬▬▬ ▬▬▬▬▬▬▬▬ ▬▬▬ ▬▬▬▬▬▬ ▬▬▬▬ ▬▬▬▬▬▬▬▬: [822, 749, 1177, 807]
headline: Amsterdam, 6. April.: [1300, 1329, 1448, 1344]
column-3: [812, 130, 1187, 2305]
headline: Zürich, 6. April.: [1318, 1236, 1430, 1251]
text-block: ▬▬▬▬▬ ▬▬▬▬ ▬▬▬▬▬▬▬ ▬▬▬ ▬▬▬▬ ▬▬▬▬▬▬▬▬ ▬▬ ▬▬▬▬▬ ▬▬▬▬▬▬▬ ▬▬▬ ▬▬▬▬ ▬▬▬▬▬ ▬▬▬▬▬▬ ▬▬▬ ▬▬▬▬▬▬▬ ▬▬▬▬ ▬▬▬▬▬ ▬▬▬▬▬▬▬▬ ▬▬▬ ▬▬▬▬▬▬ ▬▬▬▬ ▬▬▬▬▬▬▬▬: [1197, 1443, 1551, 1501]
table-cell: Eisenerz: [823, 461, 1005, 481]
section-heading: Drahtmeldungen.: [843, 1571, 1156, 1607]
text-block: ▬▬▬▬▬ ▬▬▬▬ ▬▬▬▬▬▬▬ ▬▬▬ ▬▬▬▬ ▬▬▬▬▬▬▬▬ ▬▬ ▬▬▬▬▬ ▬▬▬▬▬▬▬ ▬▬▬ ▬▬▬▬ ▬▬▬▬▬ ▬▬▬▬▬▬ ▬▬▬ ▬▬▬▬▬▬▬ ▬▬▬▬ ▬▬▬▬▬ ▬▬▬▬▬▬▬▬ ▬▬▬ ▬▬▬▬▬▬ ▬▬▬▬ ▬▬▬▬▬▬▬▬: [1197, 424, 1551, 482]
table-header-cell: 1916: [718, 1207, 760, 1226]
headline: * Rio Tinto Company Ltd.: [910, 727, 1089, 742]
table-cell: 25 996: [1004, 519, 1091, 539]
table-cell: 3 051: [1004, 481, 1091, 500]
text-block: ▬▬▬▬▬ ▬▬▬▬ ▬▬▬▬▬▬▬ ▬▬▬ ▬▬▬▬ ▬▬▬▬▬▬▬▬ ▬▬ ▬▬▬▬▬ ▬▬▬▬▬▬▬ ▬▬▬ ▬▬▬▬ ▬▬▬▬▬ ▬▬▬▬▬▬ ▬▬▬ ▬▬▬▬▬▬▬ ▬▬▬▬ ▬▬▬▬▬ ▬▬▬▬▬▬▬▬ ▬▬▬ ▬▬▬▬▬▬ ▬▬▬▬ ▬▬▬▬▬▬▬▬ ▬▬▬▬ ▬▬▬ ▬▬▬▬▬ ▬▬▬▬▬▬ ▬▬▬▬ ▬▬▬▬▬▬▬ ▬▬ ▬▬▬▬▬ ▬▬▬▬▬▬▬ ▬▬▬ ▬▬▬▬ ▬▬▬▬▬ ▬▬▬▬▬▬ ▬▬▬ ▬▬▬▬▬▬▬ ▬▬▬▬ ▬▬▬▬▬ ▬▬▬▬▬▬▬▬ ▬▬▬ ▬▬▬▬▬▬ ▬▬▬▬ ▬▬▬▬▬▬▬▬: [1197, 132, 1551, 236]
table-cell: 2 744 767: [1091, 500, 1177, 519]
financial-table: [447, 1206, 802, 1419]
table-row: [823, 558, 1177, 578]
text-block: ▬▬▬▬▬ ▬▬▬▬ ▬▬▬▬▬▬▬ ▬▬▬ ▬▬▬▬ ▬▬▬▬▬▬▬▬ ▬▬ ▬▬▬▬▬ ▬▬▬▬▬▬▬ ▬▬▬ ▬▬▬▬ ▬▬▬▬▬ ▬▬▬▬▬▬ ▬▬▬ ▬▬▬▬▬▬▬ ▬▬▬▬ ▬▬▬▬▬ ▬▬▬▬▬▬▬▬ ▬▬▬ ▬▬▬▬▬▬ ▬▬▬▬ ▬▬▬▬▬▬▬▬ ▬▬▬▬ ▬▬▬ ▬▬▬▬▬ ▬▬▬▬▬▬ ▬▬▬▬ ▬▬▬▬▬▬▬ ▬▬ ▬▬▬▬▬ ▬▬▬▬▬▬▬ ▬▬▬ ▬▬▬▬ ▬▬▬▬▬ ▬▬▬▬▬▬ ▬▬▬ ▬▬▬▬▬▬▬ ▬▬▬▬ ▬▬▬▬▬ ▬▬▬▬▬▬▬▬ ▬▬▬ ▬▬▬▬▬▬ ▬▬▬▬ ▬▬▬▬▬▬▬▬: [71, 1115, 427, 1220]
headline: Düsseldorf, 6. April.: [1303, 588, 1445, 603]
headline: * Basler Handelsbank in Basel.: [890, 1282, 1110, 1297]
headline: Germania-Brauerei A.-G., Köln-Mülheim.: [854, 1482, 1145, 1498]
table-row: [823, 538, 1177, 558]
headline: Entlassung des Landsturmjahrgangs 1869.: [97, 1463, 401, 1478]
headline: New York, 6. April.: [1307, 1514, 1440, 1529]
table-row: ▬▬▬▬▬▬▬▬ ▬▬▬ ▬▬▬ ▬▬▬ ▬▬▬ ▬▬▬ ▬▬▬: [448, 1245, 802, 1265]
text-block: ▬▬▬▬▬ ▬▬▬▬ ▬▬▬▬▬▬▬ ▬▬▬ ▬▬▬▬ ▬▬▬▬▬▬▬▬ ▬▬ ▬▬▬▬▬ ▬▬▬▬▬▬▬ ▬▬▬ ▬▬▬▬ ▬▬▬▬▬ ▬▬▬▬▬▬ ▬▬▬ ▬▬▬▬▬▬▬ ▬▬▬▬ ▬▬▬▬▬ ▬▬▬▬▬▬▬▬ ▬▬▬ ▬▬▬▬▬▬ ▬▬▬▬ ▬▬▬▬▬▬▬▬ ▬▬▬▬ ▬▬▬ ▬▬▬▬▬ ▬▬▬▬▬▬ ▬▬▬▬ ▬▬▬▬▬▬▬ ▬▬ ▬▬▬▬▬ ▬▬▬▬▬▬▬ ▬▬▬ ▬▬▬▬ ▬▬▬▬▬ ▬▬▬▬▬▬ ▬▬▬ ▬▬▬▬▬▬▬ ▬▬▬▬ ▬▬▬▬▬ ▬▬▬▬▬▬▬▬ ▬▬▬ ▬▬▬▬▬▬ ▬▬▬▬ ▬▬▬▬▬▬▬▬ ▬▬▬▬ ▬▬▬ ▬▬▬▬▬ ▬▬▬▬▬▬ ▬▬▬▬ ▬▬▬▬▬▬▬ ▬▬ ▬▬▬▬▬ ▬▬▬▬▬▬▬ ▬▬▬ ▬▬▬▬ ▬▬▬▬▬ ▬▬▬▬▬▬ ▬▬▬ ▬▬▬▬▬▬▬ ▬▬▬▬ ▬▬▬▬▬ ▬▬▬▬▬▬▬▬ ▬▬▬ ▬▬▬▬▬▬ ▬▬▬▬ ▬▬▬▬▬▬▬▬: [447, 1046, 802, 1196]
headline: Sächsisch-Böhmische Dampfschiffahrts-Gesellschaft, Dresden.: [857, 1374, 1143, 1405]
text-block: ▬▬▬▬▬ ▬▬▬▬ ▬▬▬▬▬▬▬ ▬▬▬ ▬▬▬▬ ▬▬▬▬▬▬▬▬ ▬▬ ▬▬▬▬▬ ▬▬▬▬▬▬▬ ▬▬▬ ▬▬▬▬ ▬▬▬▬▬ ▬▬▬▬▬▬ ▬▬▬ ▬▬▬▬▬▬▬ ▬▬▬▬ ▬▬▬▬▬ ▬▬▬▬▬▬▬▬ ▬▬▬ ▬▬▬▬▬▬ ▬▬▬▬ ▬▬▬▬▬▬▬▬: [1197, 887, 1551, 946]
headline: Leipzig, 6. April.: [1315, 773, 1433, 788]
masthead: [61, 87, 1560, 122]
headline: Breslau, 6. April.: [1314, 403, 1434, 418]
section-heading: Sport.: [582, 698, 667, 726]
text-block: ▬▬▬▬▬ ▬▬▬▬ ▬▬▬▬▬▬▬ ▬▬▬ ▬▬▬▬ ▬▬▬▬▬▬▬▬ ▬▬ ▬▬▬▬▬ ▬▬▬▬▬▬▬ ▬▬▬ ▬▬▬▬ ▬▬▬▬▬ ▬▬▬▬▬▬ ▬▬▬ ▬▬▬▬▬▬▬ ▬▬▬▬ ▬▬▬▬▬ ▬▬▬▬▬▬▬▬ ▬▬▬ ▬▬▬▬▬▬ ▬▬▬▬ ▬▬▬▬▬▬▬▬ ▬▬▬▬ ▬▬▬ ▬▬▬▬▬ ▬▬▬▬▬▬ ▬▬▬▬ ▬▬▬▬▬▬▬ ▬▬ ▬▬▬▬▬ ▬▬▬▬▬▬▬ ▬▬▬ ▬▬▬▬ ▬▬▬▬▬ ▬▬▬▬▬▬ ▬▬▬ ▬▬▬▬▬▬▬ ▬▬▬▬ ▬▬▬▬▬ ▬▬▬▬▬▬▬▬ ▬▬▬ ▬▬▬▬▬▬ ▬▬▬▬ ▬▬▬▬▬▬▬▬ ▬▬▬▬ ▬▬▬ ▬▬▬▬▬ ▬▬▬▬▬▬ ▬▬▬▬ ▬▬▬▬▬▬▬ ▬▬ ▬▬▬▬▬ ▬▬▬▬▬▬▬ ▬▬▬ ▬▬▬▬ ▬▬▬▬▬ ▬▬▬▬▬▬ ▬▬▬ ▬▬▬▬▬▬▬ ▬▬▬▬ ▬▬▬▬▬ ▬▬▬▬▬▬▬▬ ▬▬▬ ▬▬▬▬▬▬ ▬▬▬▬ ▬▬▬▬▬▬▬▬ ▬▬▬▬ ▬▬▬ ▬▬▬▬▬ ▬▬▬▬▬▬ ▬▬▬▬ ▬▬▬▬▬▬▬ ▬▬ ▬▬▬▬▬ ▬▬▬▬▬▬▬ ▬▬▬ ▬▬▬▬ ▬▬▬▬▬ ▬▬▬▬▬▬ ▬▬▬ ▬▬▬▬▬▬▬ ▬▬▬▬ ▬▬▬▬▬ ▬▬▬▬▬▬▬▬ ▬▬▬ ▬▬▬▬▬▬ ▬▬▬▬ ▬▬▬▬▬▬▬▬: [71, 1254, 427, 1451]
table-row: ▬▬▬▬▬▬▬▬ ▬▬▬ ▬▬▬ ▬▬▬ ▬▬▬ ▬▬▬ ▬▬▬: [448, 1264, 802, 1284]
headline: Paris, 6. April.: [1323, 1050, 1425, 1066]
table-cell: 56 966: [1091, 538, 1177, 558]
text-block: ▬▬▬▬▬ ▬▬▬▬ ▬▬▬▬▬▬▬ ▬▬▬ ▬▬▬▬ ▬▬▬▬▬▬▬▬ ▬▬ ▬▬▬▬▬ ▬▬▬▬▬▬▬ ▬▬▬ ▬▬▬▬ ▬▬▬▬▬ ▬▬▬▬▬▬ ▬▬▬ ▬▬▬▬▬▬▬ ▬▬▬▬ ▬▬▬▬▬ ▬▬▬▬▬▬▬▬ ▬▬▬ ▬▬▬▬▬▬ ▬▬▬▬ ▬▬▬▬▬▬▬▬: [1197, 609, 1551, 667]
text-block: ▬▬▬▬▬ ▬▬▬▬ ▬▬▬▬▬▬▬ ▬▬▬ ▬▬▬▬ ▬▬▬▬▬▬▬▬ ▬▬ ▬▬▬▬▬ ▬▬▬▬▬▬▬ ▬▬▬ ▬▬▬▬ ▬▬▬▬▬ ▬▬▬▬▬▬ ▬▬▬ ▬▬▬▬▬▬▬ ▬▬▬▬ ▬▬▬▬▬ ▬▬▬▬▬▬▬▬ ▬▬▬ ▬▬▬▬▬▬ ▬▬▬▬ ▬▬▬▬▬▬▬▬ ▬▬▬▬ ▬▬▬ ▬▬▬▬▬ ▬▬▬▬▬▬ ▬▬▬▬ ▬▬▬▬▬▬▬ ▬▬ ▬▬▬▬▬ ▬▬▬▬▬▬▬ ▬▬▬ ▬▬▬▬ ▬▬▬▬▬ ▬▬▬▬▬▬ ▬▬▬ ▬▬▬▬▬▬▬ ▬▬▬▬ ▬▬▬▬▬ ▬▬▬▬▬▬▬▬ ▬▬▬ ▬▬▬▬▬▬ ▬▬▬▬ ▬▬▬▬▬▬▬▬ ▬▬▬▬ ▬▬▬ ▬▬▬▬▬ ▬▬▬▬▬▬ ▬▬▬▬ ▬▬▬▬▬▬▬ ▬▬ ▬▬▬▬▬ ▬▬▬▬▬▬▬ ▬▬▬ ▬▬▬▬ ▬▬▬▬▬ ▬▬▬▬▬▬ ▬▬▬ ▬▬▬▬▬▬▬ ▬▬▬▬ ▬▬▬▬▬ ▬▬▬▬▬▬▬▬ ▬▬▬ ▬▬▬▬▬▬ ▬▬▬▬ ▬▬▬▬▬▬▬▬ ▬▬▬▬ ▬▬▬ ▬▬▬▬▬ ▬▬▬▬▬▬ ▬▬▬▬ ▬▬▬▬▬▬▬ ▬▬ ▬▬▬▬▬ ▬▬▬▬▬▬▬ ▬▬▬ ▬▬▬▬ ▬▬▬▬▬ ▬▬▬▬▬▬ ▬▬▬ ▬▬▬▬▬▬▬ ▬▬▬▬ ▬▬▬▬▬ ▬▬▬▬▬▬▬▬ ▬▬▬ ▬▬▬▬▬▬ ▬▬▬▬ ▬▬▬▬▬▬▬▬: [71, 884, 427, 1081]
table-header-cell: 1917: [760, 1207, 801, 1226]
table-cell: Zink: [823, 519, 1005, 539]
headline: Amerikanische Truppentransporte auf holländischen Dampfern.: [113, 340, 385, 371]
page-number: Seite 2 Nummer 96: [61, 90, 299, 113]
text-block: ▬▬▬▬▬ ▬▬▬▬ ▬▬▬▬▬▬▬ ▬▬▬ ▬▬▬▬ ▬▬▬▬▬▬▬▬ ▬▬ ▬▬▬▬▬ ▬▬▬▬▬▬▬ ▬▬▬ ▬▬▬▬ ▬▬▬▬▬ ▬▬▬▬▬▬ ▬▬▬ ▬▬▬▬▬▬▬ ▬▬▬▬ ▬▬▬▬▬ ▬▬▬▬▬▬▬▬ ▬▬▬ ▬▬▬▬▬▬ ▬▬▬▬ ▬▬▬▬▬▬▬▬ ▬▬▬▬ ▬▬▬ ▬▬▬▬▬ ▬▬▬▬▬▬ ▬▬▬▬ ▬▬▬▬▬▬▬ ▬▬ ▬▬▬▬▬ ▬▬▬▬▬▬▬ ▬▬▬ ▬▬▬▬ ▬▬▬▬▬ ▬▬▬▬▬▬ ▬▬▬ ▬▬▬▬▬▬▬ ▬▬▬▬ ▬▬▬▬▬ ▬▬▬▬▬▬▬▬ ▬▬▬ ▬▬▬▬▬▬ ▬▬▬▬ ▬▬▬▬▬▬▬▬ ▬▬▬▬ ▬▬▬ ▬▬▬▬▬ ▬▬▬▬▬▬ ▬▬▬▬ ▬▬▬▬▬▬▬ ▬▬ ▬▬▬▬▬ ▬▬▬▬▬▬▬ ▬▬▬ ▬▬▬▬ ▬▬▬▬▬ ▬▬▬▬▬▬ ▬▬▬ ▬▬▬▬▬▬▬ ▬▬▬▬ ▬▬▬▬▬ ▬▬▬▬▬▬▬▬ ▬▬▬ ▬▬▬▬▬▬ ▬▬▬▬ ▬▬▬▬▬▬▬▬: [71, 700, 427, 850]
headline: Hüttenwerk, Eisengießerei und Maschinenfabrik, Michelstadt i. O.: [824, 1174, 1175, 1205]
table-header-cell: 1915: [675, 1207, 717, 1226]
text-block: ▬▬▬▬▬ ▬▬▬▬ ▬▬▬▬▬▬▬ ▬▬▬ ▬▬▬▬ ▬▬▬▬▬▬▬▬ ▬▬ ▬▬▬▬▬ ▬▬▬▬▬▬▬ ▬▬▬ ▬▬▬▬ ▬▬▬▬▬ ▬▬▬▬▬▬ ▬▬▬ ▬▬▬▬▬▬▬ ▬▬▬▬ ▬▬▬▬▬ ▬▬▬▬▬▬▬▬ ▬▬▬ ▬▬▬▬▬▬ ▬▬▬▬ ▬▬▬▬▬▬▬▬: [822, 1504, 1177, 1563]
subheading: 13 Kilometer vor Amiens.: [158, 678, 340, 693]
text-block: ▬▬▬▬▬ ▬▬▬▬ ▬▬▬▬▬▬▬ ▬▬▬ ▬▬▬▬ ▬▬▬▬▬▬▬▬ ▬▬ ▬▬▬▬▬ ▬▬▬▬▬▬▬ ▬▬▬ ▬▬▬▬ ▬▬▬▬▬ ▬▬▬▬▬▬ ▬▬▬ ▬▬▬▬▬▬▬ ▬▬▬▬ ▬▬▬▬▬ ▬▬▬▬▬▬▬▬ ▬▬▬ ▬▬▬▬▬▬ ▬▬▬▬ ▬▬▬▬▬▬▬▬: [1197, 1165, 1551, 1223]
table-header-cell: 1917: [1004, 442, 1091, 462]
headline: Hannover, 6. April.: [1307, 680, 1441, 696]
table-row: [823, 519, 1177, 539]
book-binding: [0, 0, 54, 2324]
table-cell: 65 590: [1091, 481, 1177, 500]
headline: * Dänischer Motorschiffbau.: [899, 588, 1100, 604]
text-block: ▬▬▬▬▬ ▬▬▬▬ ▬▬▬▬▬▬▬ ▬▬▬ ▬▬▬▬ ▬▬▬▬▬▬▬▬ ▬▬ ▬▬▬▬▬ ▬▬▬▬▬▬▬ ▬▬▬ ▬▬▬▬ ▬▬▬▬▬ ▬▬▬▬▬▬ ▬▬▬ ▬▬▬▬▬▬▬ ▬▬▬▬ ▬▬▬▬▬ ▬▬▬▬▬▬▬▬ ▬▬▬ ▬▬▬▬▬▬ ▬▬▬▬ ▬▬▬▬▬▬▬▬: [1197, 1073, 1551, 1131]
table-cell: Blei: [823, 558, 1005, 578]
table-row: ▬▬▬▬▬▬▬▬ ▬▬▬ ▬▬▬ ▬▬▬ ▬▬▬ ▬▬▬ ▬▬▬: [448, 1322, 802, 1342]
column-1: [61, 130, 437, 2305]
headline: * Aus Spaniens Außenhandel sind folgende Zahlen hervorzuheben:: [847, 403, 1152, 433]
headline: A.-G. für Kinematographie und Filmverleih, München.: [845, 820, 1154, 850]
headline: Wirtschaftliche Interessenvertretung Bayerns in Wien und Bern.: [452, 141, 797, 172]
table-row: ▬▬▬▬▬▬▬▬ ▬▬▬ ▬▬▬ ▬▬▬ ▬▬▬ ▬▬▬ ▬▬▬: [448, 1284, 802, 1303]
table-row: ▬▬▬▬▬▬▬▬ ▬▬▬ ▬▬▬ ▬▬▬ ▬▬▬ ▬▬▬ ▬▬▬: [448, 1341, 802, 1361]
headline: Alfred Gutmann, A.-G. für Maschinenbau, Hamburg.: [852, 1020, 1147, 1050]
headline: Der Warenaustausch mit der Ukraine.: [114, 1094, 384, 1109]
table-cell: Schwefelkies: [823, 500, 1005, 519]
text-block: ▬▬▬▬▬ ▬▬▬▬ ▬▬▬▬▬▬▬ ▬▬▬ ▬▬▬▬ ▬▬▬▬▬▬▬▬ ▬▬ ▬▬▬▬▬ ▬▬▬▬▬▬▬ ▬▬▬ ▬▬▬▬ ▬▬▬▬▬ ▬▬▬▬▬▬ ▬▬▬ ▬▬▬▬▬▬▬ ▬▬▬▬ ▬▬▬▬▬ ▬▬▬▬▬▬▬▬ ▬▬▬ ▬▬▬▬▬▬ ▬▬▬▬ ▬▬▬▬▬▬▬▬: [822, 132, 1177, 190]
